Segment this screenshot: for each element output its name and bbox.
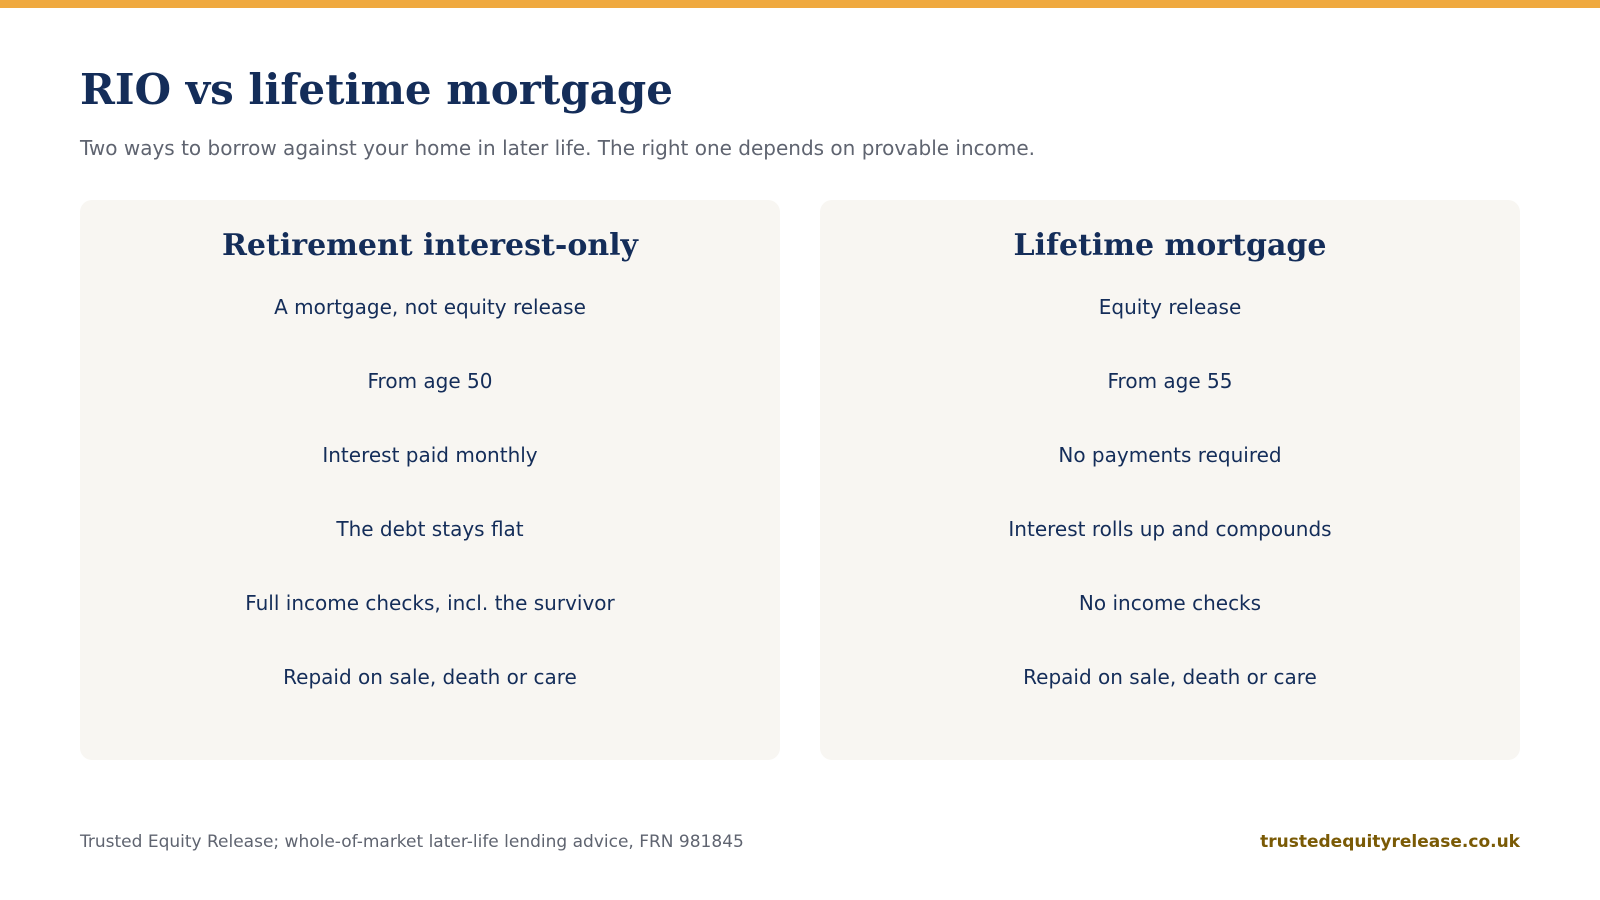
page-title: RIO vs lifetime mortgage [80, 65, 673, 114]
rio-card-title: Retirement interest-only [221, 228, 638, 263]
rio-feature-item: Full income checks, incl. the survivor [245, 591, 615, 615]
top-accent-bar [0, 0, 1600, 8]
rio-feature-item: A mortgage, not equity release [274, 295, 586, 319]
rio-feature-list [80, 292, 780, 736]
lifetime-mortgage-feature-item: No payments required [1058, 443, 1282, 467]
rio-card [80, 200, 780, 760]
rio-feature-item: The debt stays flat [336, 517, 524, 541]
rio-feature-item: From age 50 [367, 369, 493, 393]
lifetime-mortgage-feature-item: From age 55 [1107, 369, 1233, 393]
page-subtitle: Two ways to borrow against your home in later life. The right one depends on provable income. [80, 136, 1036, 160]
lifetime-mortgage-card-title: Lifetime mortgage [1013, 228, 1327, 263]
lifetime-mortgage-feature-item: No income checks [1078, 591, 1262, 615]
footer-disclaimer: Trusted Equity Release; whole-of-market later-life lending advice, FRN 981845 [80, 832, 744, 852]
lifetime-mortgage-feature-item: Interest rolls up and compounds [1008, 517, 1332, 541]
lifetime-mortgage-feature-item: Repaid on sale, death or care [1023, 665, 1317, 689]
website-link[interactable]: trustedequityrelease.co.uk [1260, 832, 1520, 852]
lifetime-mortgage-feature-list [820, 292, 1520, 736]
rio-feature-item: Interest paid monthly [322, 443, 538, 467]
lifetime-mortgage-card [820, 200, 1520, 760]
lifetime-mortgage-feature-item: Equity release [1098, 295, 1242, 319]
rio-feature-item: Repaid on sale, death or care [283, 665, 577, 689]
